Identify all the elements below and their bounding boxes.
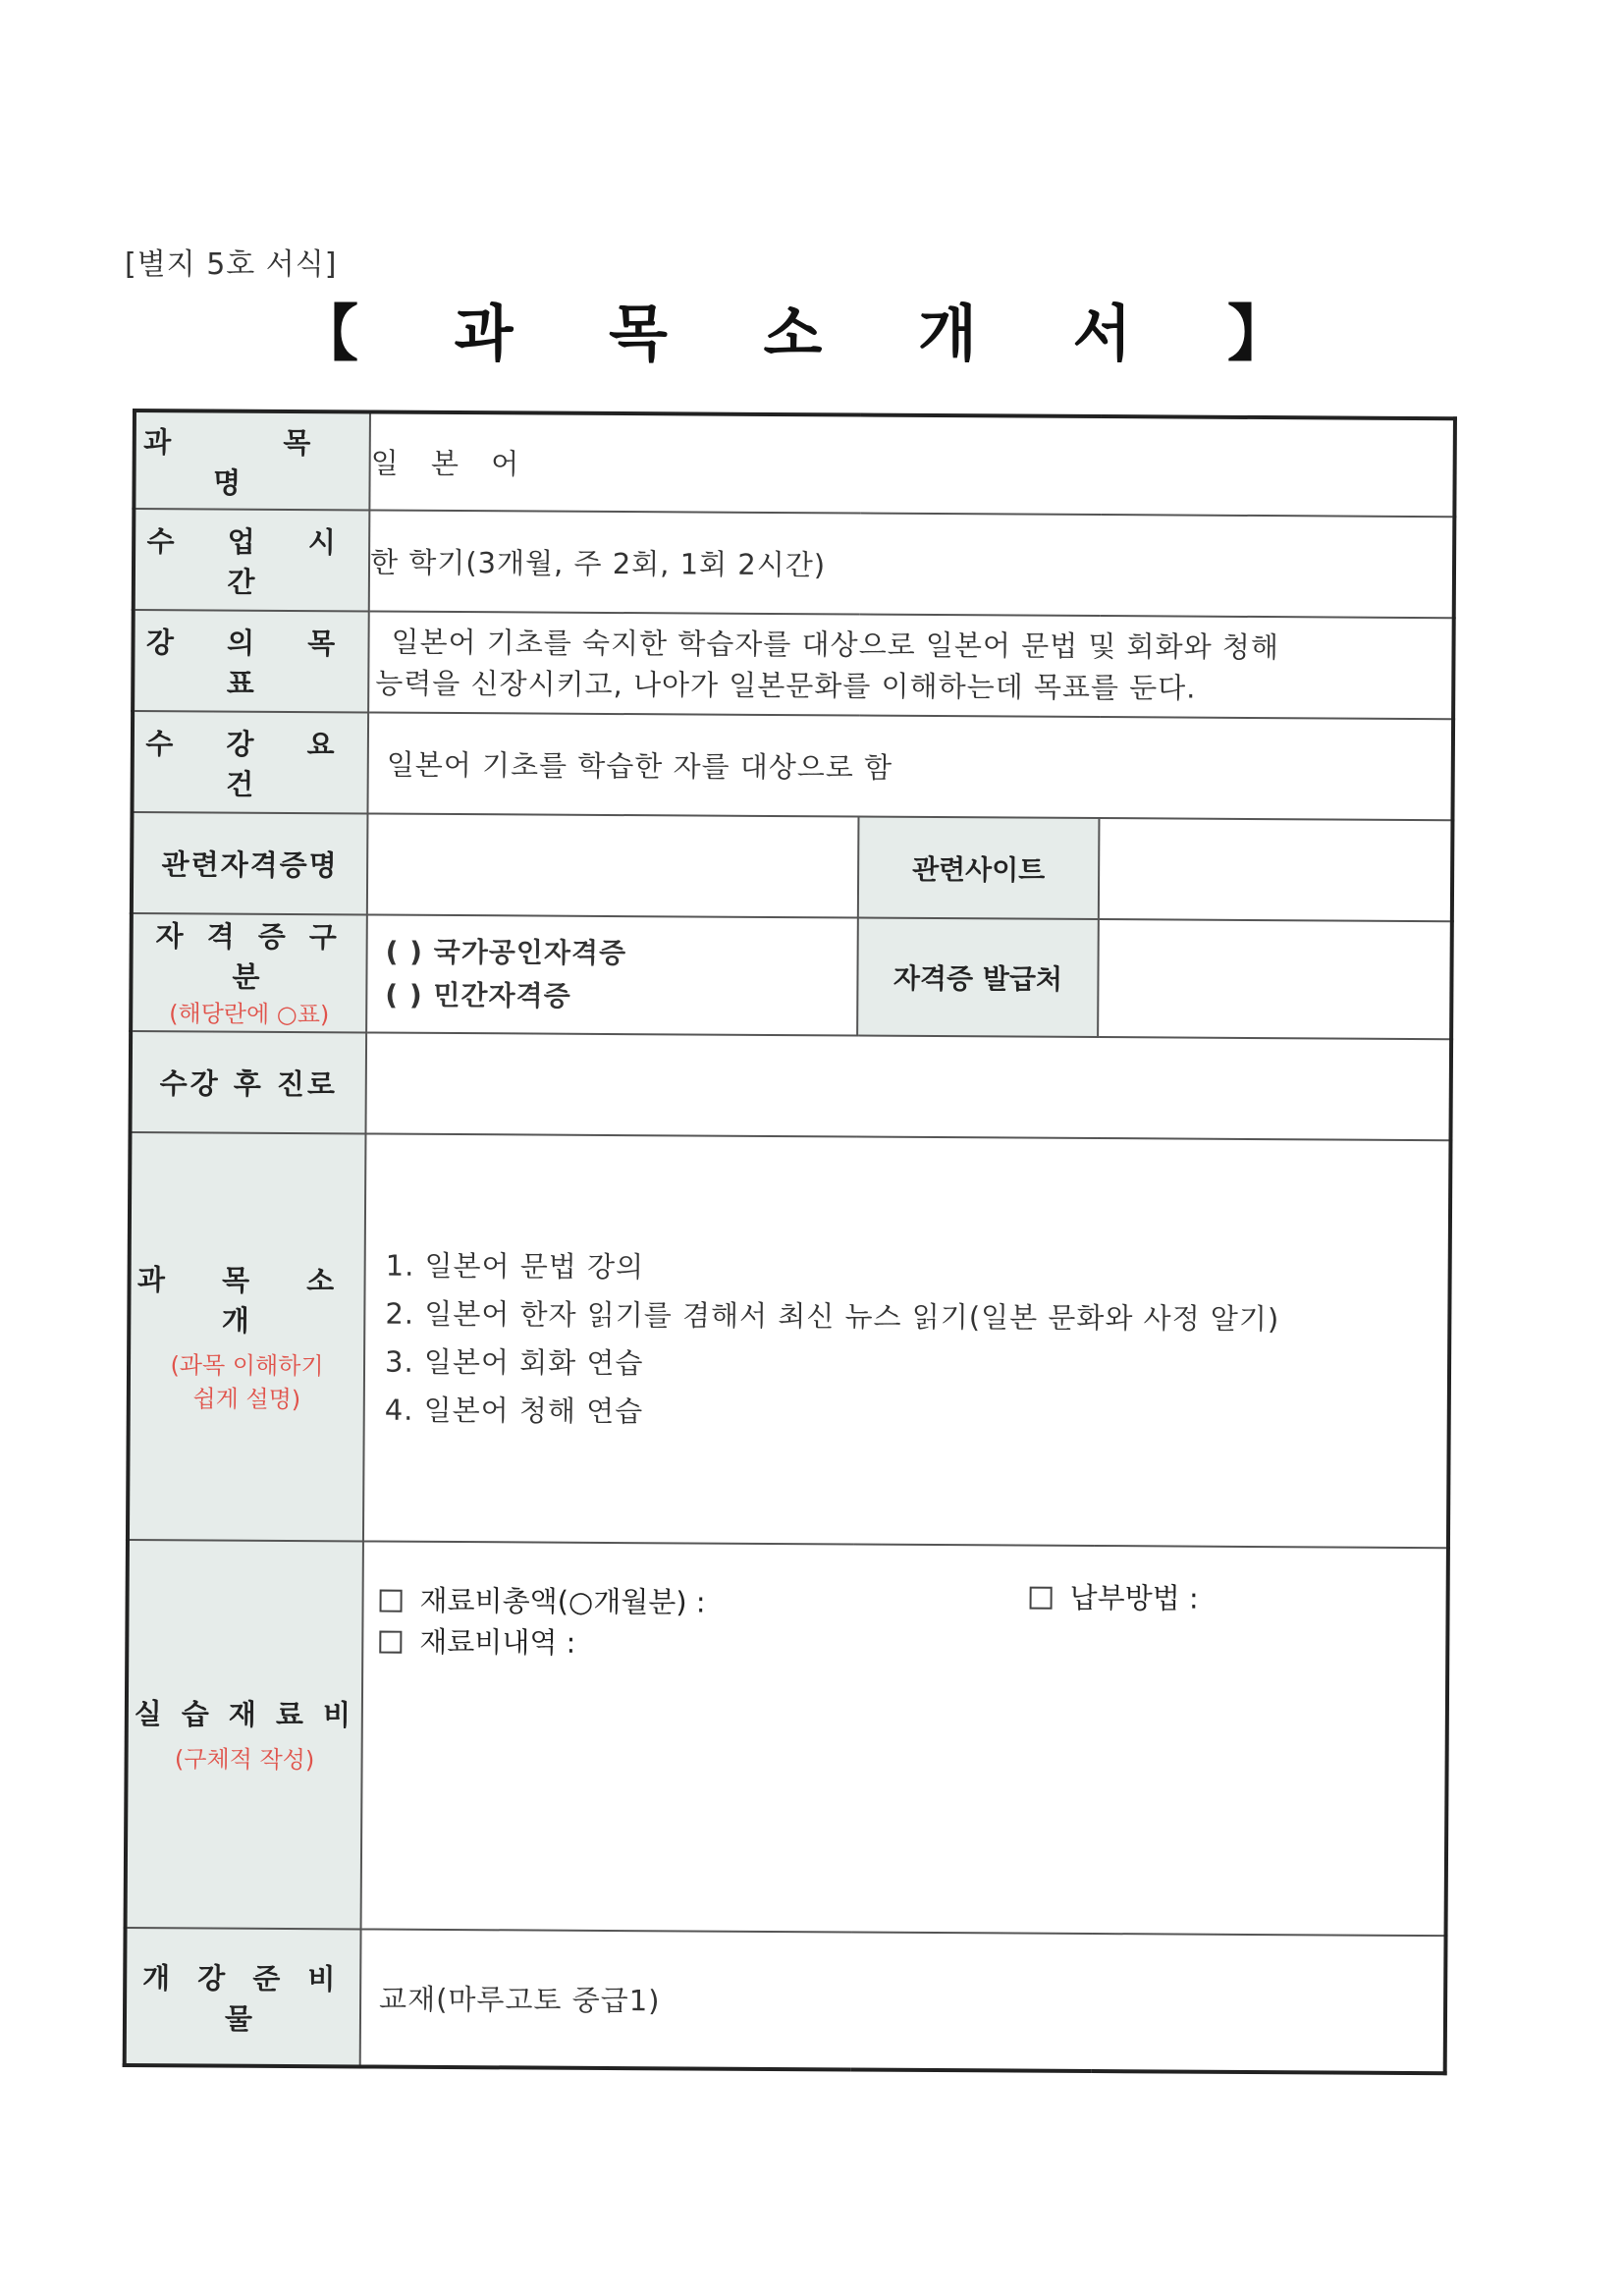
requirements-value[interactable]: 일본어 기초를 학습한 자를 대상으로 함	[367, 712, 1453, 820]
material-detail-row[interactable]	[379, 1621, 705, 1665]
row-material-fee	[126, 1540, 1448, 1936]
qualification-value[interactable]	[367, 813, 859, 917]
intro-list	[385, 1241, 1448, 1441]
intro-value[interactable]	[363, 1133, 1451, 1548]
row-preparation	[125, 1928, 1446, 2073]
intro-note: (과목 이해하기 쉽게 설명)	[170, 1350, 324, 1413]
course-table	[123, 409, 1457, 2075]
intro-label: 과 목 소 개 (과목 이해하기 쉽게 설명)	[128, 1132, 366, 1541]
material-fee-label: 실 습 재 료 비 (구체적 작성)	[126, 1540, 363, 1929]
intro-item: 3. 일본어 회화 연습	[384, 1344, 644, 1380]
related-site-value[interactable]	[1099, 818, 1453, 921]
payment-method-label: 납부방법 :	[1069, 1580, 1199, 1615]
row-qualification-type	[131, 913, 1452, 1039]
option-private[interactable]: ( ) 민간자격증	[385, 978, 571, 1012]
preparation-label: 개 강 준 비 물	[125, 1928, 361, 2066]
subject-name-label: 과 목 명	[134, 410, 370, 510]
related-site-label: 관련사이트	[858, 817, 1100, 919]
issuer-value[interactable]	[1098, 919, 1452, 1039]
objective-value[interactable]	[368, 611, 1454, 719]
checkbox-icon	[379, 1631, 402, 1654]
objective-label: 강 의 목 표	[133, 610, 369, 712]
intro-item: 2. 일본어 한자 읽기를 겸해서 최신 뉴스 읽기(일본 문화와 사정 알기)	[385, 1296, 1280, 1336]
class-time-value[interactable]: 한 학기(3개월, 주 2회, 1회 2시간)	[369, 510, 1455, 618]
payment-method-row[interactable]	[1030, 1576, 1199, 1617]
issuer-label: 자격증 발급처	[857, 918, 1099, 1037]
row-requirements	[132, 711, 1453, 820]
intro-item: 1. 일본어 문법 강의	[385, 1248, 645, 1284]
material-total-label: 재료비총액(○개월분) :	[419, 1583, 706, 1619]
row-intro	[128, 1132, 1451, 1548]
career-value[interactable]	[365, 1032, 1451, 1140]
page-title: 【 과 목 소 개 서 】	[298, 298, 1325, 369]
material-total-row[interactable]	[379, 1580, 705, 1623]
requirements-label: 수 강 요 건	[132, 711, 368, 813]
qualification-label: 관련자격증명	[132, 812, 368, 914]
preparation-value[interactable]: 교재(마루고토 중급1)	[360, 1929, 1446, 2073]
row-subject-name	[134, 410, 1455, 517]
class-time-label: 수 업 시 간	[134, 509, 370, 611]
qualification-type-options	[366, 914, 858, 1035]
row-qualification	[132, 812, 1453, 921]
row-objective	[133, 610, 1454, 719]
qualification-type-note: (해당란에 ○표)	[169, 1000, 330, 1029]
objective-line: 일본어 기초를 숙지한 학습자를 대상으로 일본어 문법 및 회화와 청해	[391, 625, 1280, 664]
objective-line: 능력을 신장시키고, 나아가 일본문화를 이해하는데 목표를 둔다.	[375, 666, 1197, 705]
material-fee-value	[361, 1541, 1448, 1936]
intro-item: 4. 일본어 청해 연습	[384, 1393, 644, 1428]
material-detail-label: 재료비내역 :	[419, 1624, 576, 1660]
career-label: 수강 후 진로	[130, 1031, 366, 1133]
material-fee-note: (구체적 작성)	[174, 1745, 315, 1775]
option-national[interactable]: ( ) 국가공인자격증	[385, 935, 627, 970]
qualification-type-label: 자 격 증 구 분 (해당란에 ○표)	[131, 913, 367, 1032]
form-number: [별지 5호 서식]	[125, 247, 338, 282]
checkbox-icon	[1030, 1587, 1053, 1610]
checkbox-icon	[380, 1590, 403, 1613]
subject-name-value[interactable]: 일 본 어	[369, 411, 1455, 517]
row-class-time	[134, 509, 1455, 618]
row-career	[130, 1031, 1451, 1140]
course-form	[123, 409, 1453, 2066]
